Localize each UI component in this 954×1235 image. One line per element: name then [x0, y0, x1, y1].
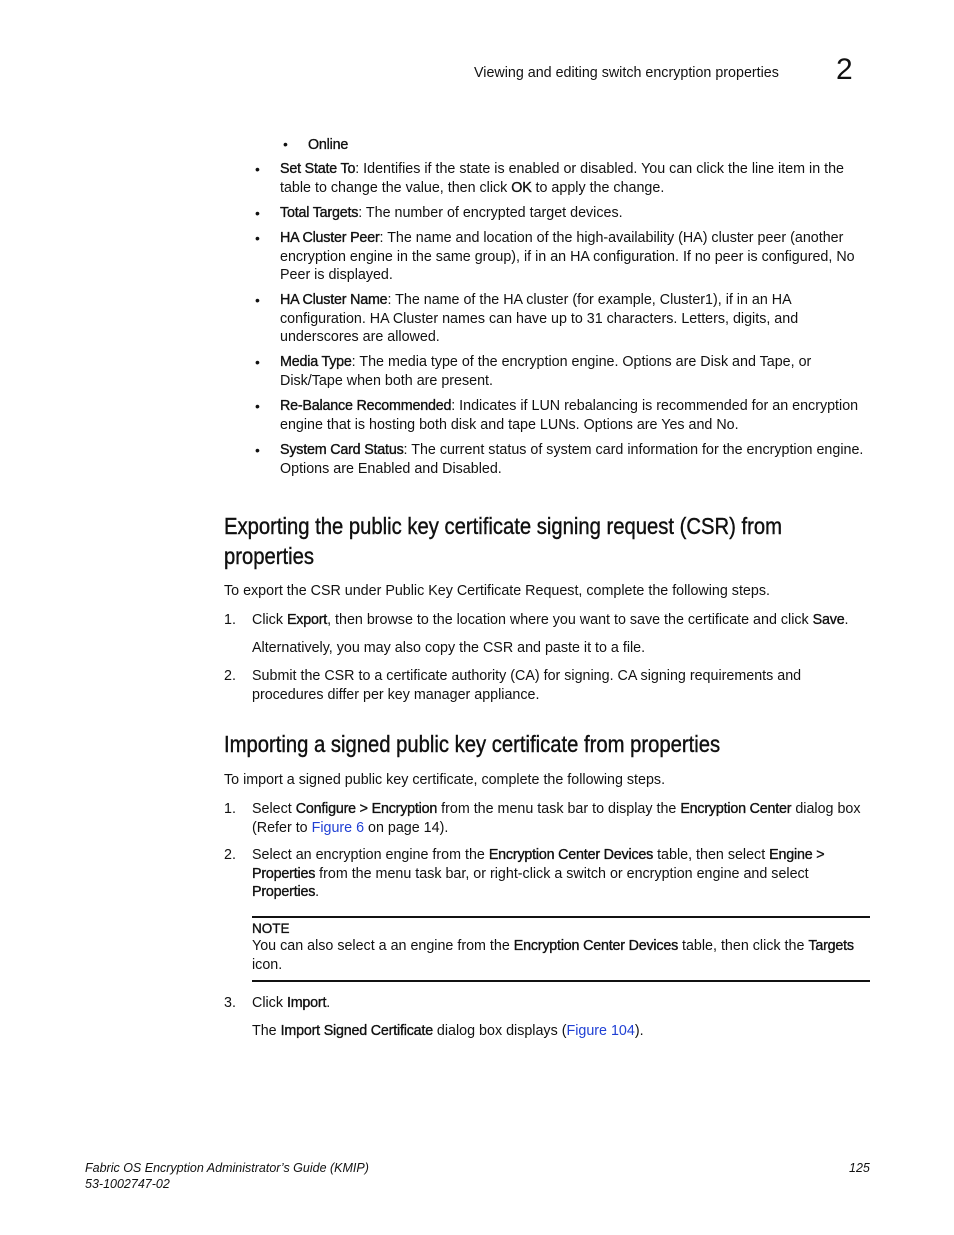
note-text: You can also select a an engine from the Encryption Center Devices table, then click the Targets icon. — [252, 938, 854, 973]
chapter-number: 2 — [836, 53, 853, 86]
note-top-rule — [252, 916, 870, 918]
export-step-2: Submit the CSR to a certificate authority (CA) for signing. CA signing requirements and procedures differ per key manager appliance. — [252, 668, 802, 703]
import-intro: To import a signed public key certificate, complete the following steps. — [224, 772, 666, 788]
import-step-2: Select an encryption engine from the Encryption Center Devices table, then select Engine > Properties from the menu task bar, or right-click a switch or encryption engine and select Properties. — [252, 847, 825, 901]
list-item-online: Online — [308, 137, 349, 153]
footer-page-number: 125 — [849, 1161, 870, 1175]
step-number: 1. — [224, 612, 236, 628]
export-step-1-alternative: Alternatively, you may also copy the CSR and paste it to a file. — [252, 640, 646, 656]
import-step-3-result: The Import Signed Certificate dialog box displays (Figure 104). — [252, 1023, 644, 1039]
note-label: NOTE — [252, 921, 290, 936]
footer-doc-number: 53-1002747-02 — [85, 1177, 170, 1191]
bullet-icon: • — [255, 230, 260, 246]
step-number: 2. — [224, 847, 236, 863]
note-bottom-rule — [252, 980, 870, 982]
figure-6-link[interactable]: Figure 6 — [311, 819, 365, 836]
section-heading-export-line1: Exporting the public key certificate signing request (CSR) from — [224, 513, 782, 539]
step-number: 1. — [224, 801, 236, 817]
export-step-1: Click Export, then browse to the location where you want to save the certificate and click Save. — [252, 612, 849, 628]
list-item: Set State To: Identifies if the state is enabled or disabled. You can click the line item in the table to change the value, then click OK to apply the change. — [280, 161, 845, 196]
list-item: Re-Balance Recommended: Indicates if LUN rebalancing is recommended for an encryption engine that is hosting both disk and tape LUNs. Options are Yes and No. — [280, 398, 859, 433]
list-item: Media Type: The media type of the encryption engine. Options are Disk and Tape, or Disk/Tape when both are present. — [280, 354, 812, 389]
list-item: System Card Status: The current status of system card information for the encryption engine. Options are Enabled and Disabled. — [280, 442, 864, 477]
bullet-icon: • — [283, 136, 288, 152]
bullet-icon: • — [255, 354, 260, 370]
footer-book-title: Fabric OS Encryption Administrator’s Guide (KMIP) — [85, 1161, 369, 1175]
import-step-3: Click Import. — [252, 995, 331, 1011]
bullet-icon: • — [255, 442, 260, 458]
section-heading-export-line2: properties — [224, 543, 315, 569]
section-heading-import: Importing a signed public key certificate from properties — [224, 731, 721, 757]
import-step-1: Select Configure > Encryption from the menu task bar to display the Encryption Center dialog box (Refer to Figure 6 on page 14). — [252, 801, 861, 836]
list-item: Total Targets: The number of encrypted target devices. — [280, 205, 623, 221]
step-number: 3. — [224, 995, 236, 1011]
bullet-icon: • — [255, 292, 260, 308]
figure-104-link[interactable]: Figure 104 — [566, 1023, 635, 1039]
list-item: HA Cluster Name: The name of the HA cluster (for example, Cluster1), if in an HA configuration. HA Cluster names can have up to 31 characters. Letters, digits, and underscores are allowed. — [280, 292, 799, 346]
running-header-title: Viewing and editing switch encryption properties — [474, 65, 779, 81]
export-intro: To export the CSR under Public Key Certificate Request, complete the following steps. — [224, 583, 770, 599]
bullet-icon: • — [255, 205, 260, 221]
bullet-icon: • — [255, 161, 260, 177]
list-item: HA Cluster Peer: The name and location of the high-availability (HA) cluster peer (another encryption engine in the same group), if in an HA configuration. If no peer is configured, No Peer is displayed. — [280, 230, 855, 284]
step-number: 2. — [224, 668, 236, 684]
bullet-icon: • — [255, 398, 260, 414]
